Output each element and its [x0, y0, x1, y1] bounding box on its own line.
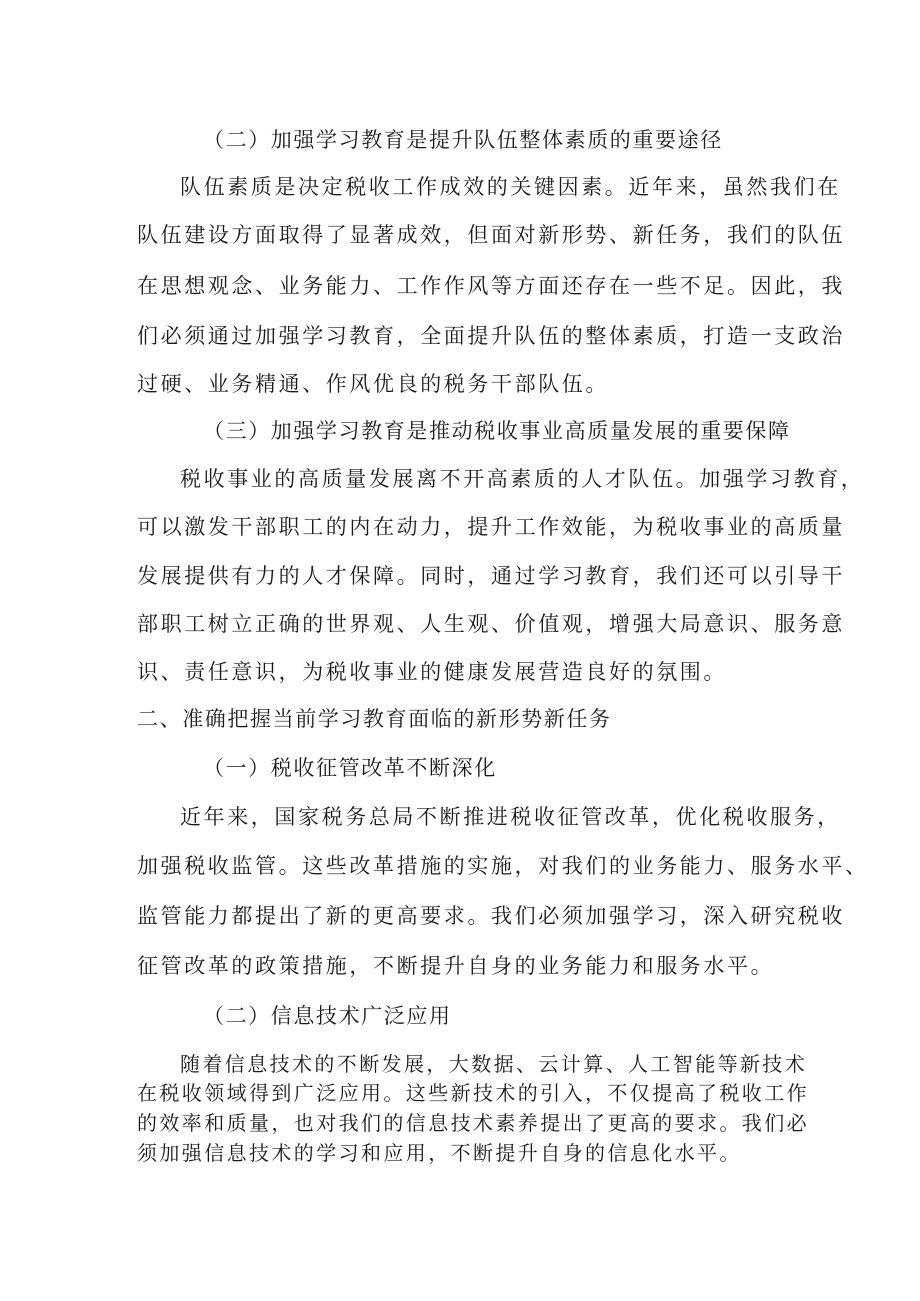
paragraph-line: 须加强信息技术的学习和应用，不断提升自身的信息化水平。 [137, 1141, 742, 1165]
paragraph-line: 过硬、业务精通、作风优良的税务干部队伍。 [137, 372, 609, 396]
paragraph-line: 队伍素质是决定税收工作成效的关键因素。近年来，虽然我们在 [180, 175, 841, 199]
paragraph-line: 发展提供有力的人才保障。同时，通过学习教育，我们还可以引导干 [137, 564, 845, 588]
paragraph-line: 在税收领域得到广泛应用。这些新技术的引入，不仅提高了税收工作 [137, 1081, 809, 1105]
paragraph-line: 队伍建设方面取得了显著成效，但面对新形势、新任务，我们的队伍 [137, 223, 845, 247]
paragraph-line: 部职工树立正确的世界观、人生观、价值观，增强大局意识、服务意 [137, 612, 845, 636]
paragraph-line: 在思想观念、业务能力、工作作风等方面还存在一些不足。因此，我 [137, 274, 845, 298]
paragraph-line: 近年来，国家税务总局不断推进税收征管改革，优化税收服务， [180, 805, 841, 829]
paragraph-line: 可以激发干部职工的内在动力，提升工作效能，为税收事业的高质量 [137, 515, 845, 539]
chapter-heading-2: 二、准确把握当前学习教育面临的新形势新任务 [137, 707, 612, 731]
paragraph-line: 加强税收监管。这些改革措施的实施，对我们的业务能力、服务水平、 [137, 854, 869, 878]
paragraph-line: 征管改革的政策措施，不断提升自身的业务能力和服务水平。 [137, 954, 775, 978]
section-heading-2-importance: （二）加强学习教育是提升队伍整体素质的重要途径 [203, 128, 723, 152]
paragraph-line: 的效率和质量，也对我们的信息技术素养提出了更高的要求。我们必 [137, 1111, 809, 1135]
section-heading-1-reform: （一）税收征管改革不断深化 [203, 756, 497, 780]
paragraph-line: 们必须通过加强学习教育，全面提升队伍的整体素质，打造一支政治 [137, 324, 845, 348]
paragraph-line: 监管能力都提出了新的更高要求。我们必须加强学习，深入研究税收 [137, 904, 845, 928]
section-heading-3-importance: （三）加强学习教育是推动税收事业高质量发展的重要保障 [203, 419, 791, 443]
section-heading-2-it: （二）信息技术广泛应用 [203, 1004, 452, 1028]
paragraph-line: 随着信息技术的不断发展，大数据、云计算、人工智能等新技术 [180, 1052, 808, 1076]
paragraph-line: 识、责任意识，为税收事业的健康发展营造良好的氛围。 [137, 660, 727, 684]
paragraph-line: 税收事业的高质量发展离不开高素质的人才队伍。加强学习教育， [180, 467, 865, 491]
